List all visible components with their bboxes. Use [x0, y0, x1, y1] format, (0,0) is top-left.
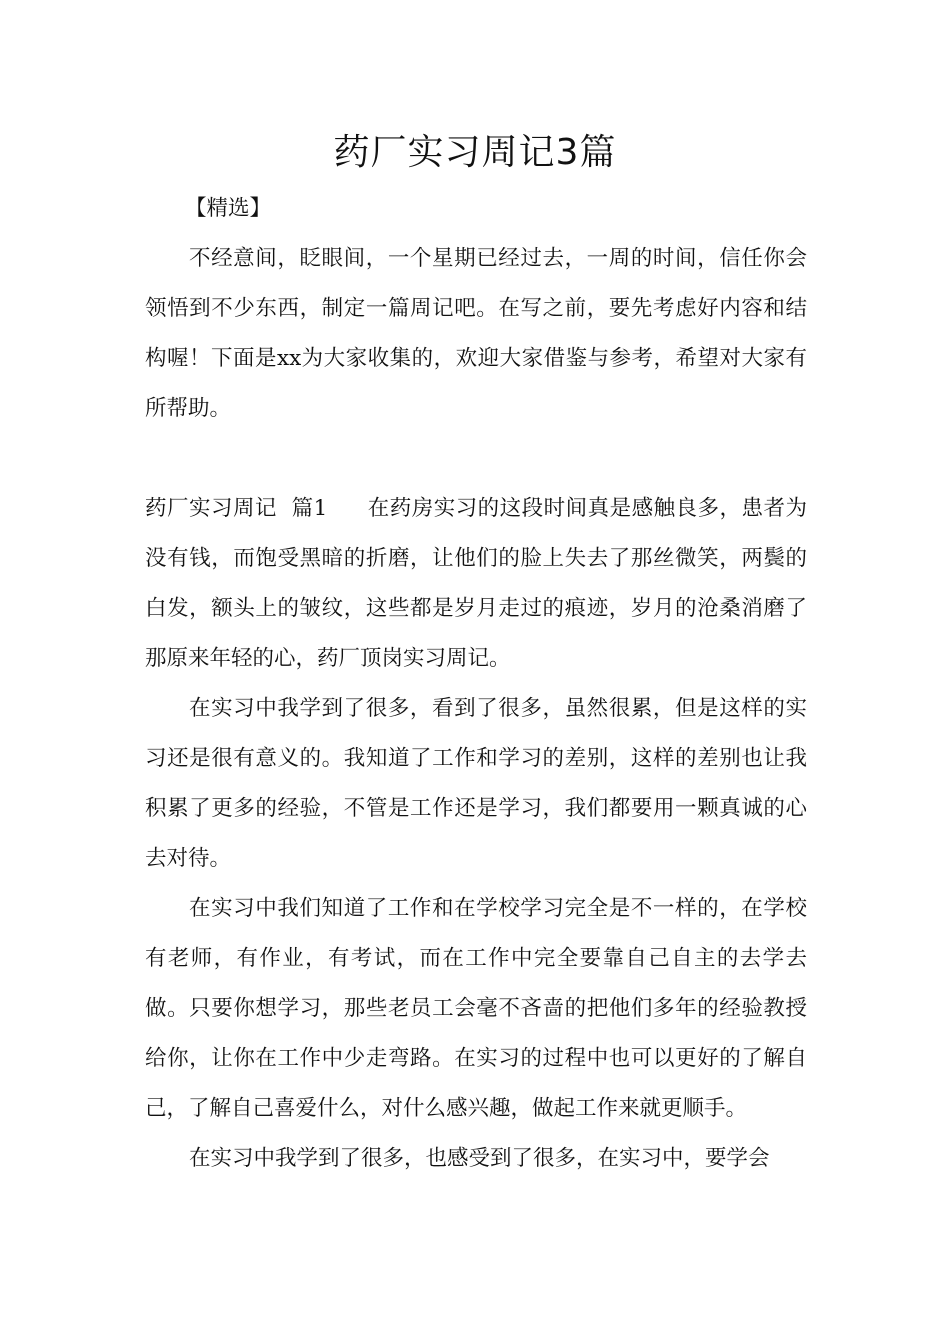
body-paragraph: 在实习中我们知道了工作和在学校学习完全是不一样的，在学校有老师，有作业，有考试，而在工作中完全要靠自己自主的去学去做。只要你想学习，那些老员工会毫不吝啬的把他们多年的经验教授给你，让你在工作中少走弯路。在实习的过程中也可以更好的了解自己，了解自己喜爱什么，对什么感兴趣，做起工作来就更顺手。: [145, 896, 807, 1121]
document-title: 药厂实习周记3篇: [333, 132, 617, 173]
section-1-heading: [145, 496, 367, 521]
section-1-paragraph: [145, 484, 807, 684]
section-1-heading-text: 药厂实习周记: [145, 496, 277, 521]
body-paragraph: 在实习中我学到了很多，也感受到了很多，在实习中，要学会: [189, 1146, 770, 1171]
blank-line: [145, 434, 807, 484]
section-1-number: 篇1: [291, 496, 328, 521]
document-body: [145, 184, 807, 1184]
section-1-first-paragraph: 在药房实习的这段时间真是感触良多，患者为没有钱，而饱受黑暗的折磨，让他们的脸上失去了那丝微笑，两鬓的白发，额头上的皱纹，这些都是岁月走过的痕迹，岁月的沧桑消磨了那原来年轻的心，药厂顶岗实习周记。: [145, 496, 807, 671]
intro-paragraph: 不经意间，眨眼间，一个星期已经过去，一周的时间，信任你会领悟到不少东西，制定一篇周记吧。在写之前，要先考虑好内容和结构喔！下面是xx为大家收集的，欢迎大家借鉴与参考，希望对大家有所帮助。: [145, 246, 807, 421]
body-paragraph: 在实习中我学到了很多，看到了很多，虽然很累，但是这样的实习还是很有意义的。我知道了工作和学习的差别，这样的差别也让我积累了更多的经验，不管是工作还是学习，我们都要用一颗真诚的心去对待。: [145, 696, 807, 871]
featured-tag: 【精选】: [185, 196, 272, 221]
